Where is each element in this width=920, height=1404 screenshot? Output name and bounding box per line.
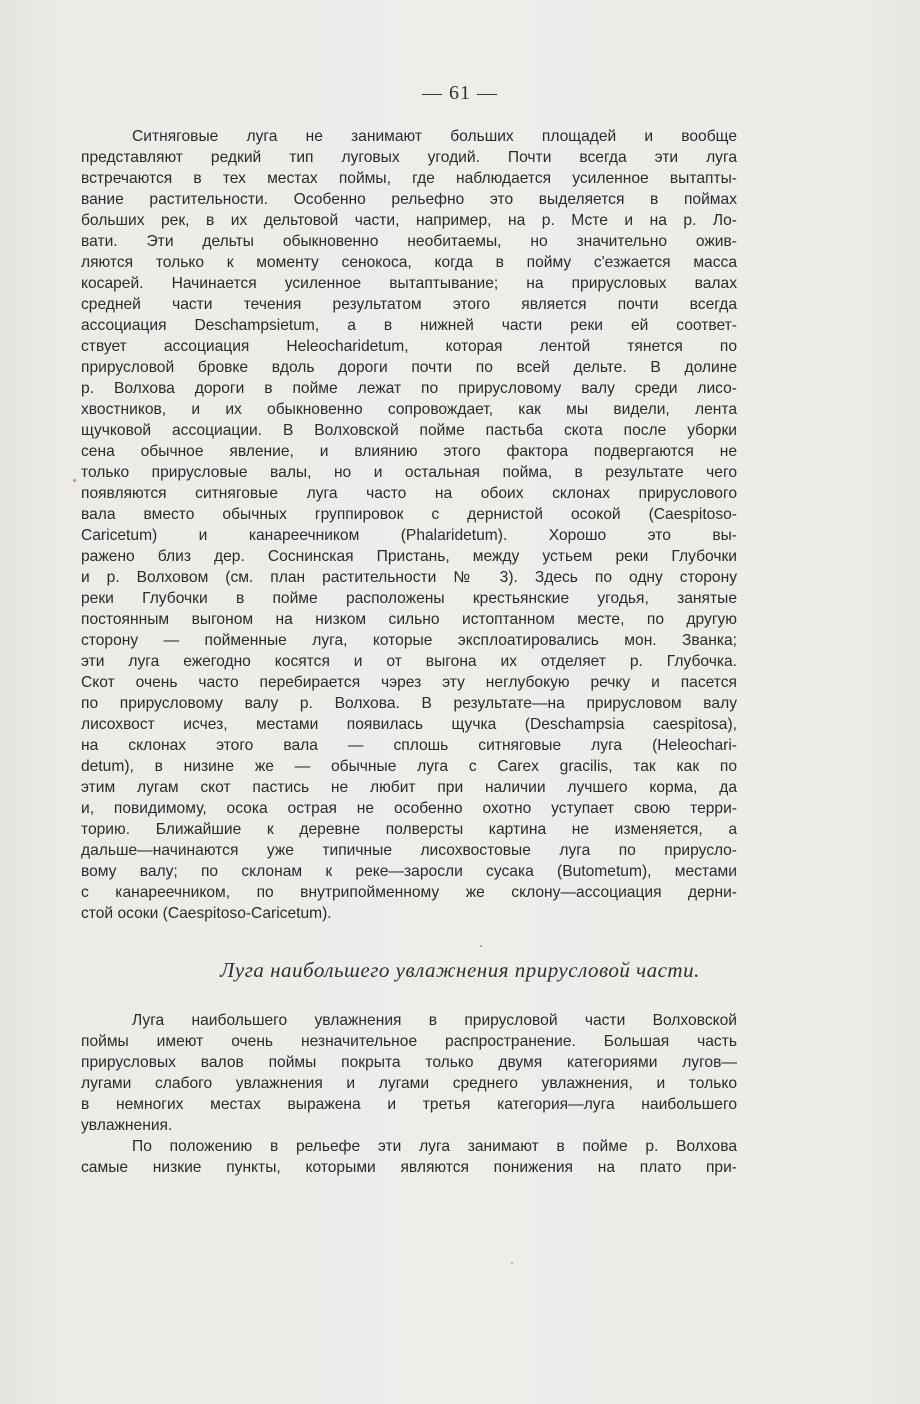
text-line: торию. Ближайшие к деревне полверсты картина не изменяется, а (81, 821, 737, 838)
text-line: ляются только к моменту сенокоса, когда в пойму с'езжается масса (81, 254, 737, 271)
text-line: больших рек, в их дельтовой части, например, на р. Мсте и на р. Ло- (81, 212, 737, 229)
text-line: прирусловых валов поймы покрыта только двумя категориями лугов— (81, 1054, 737, 1071)
text-line: эти луга ежегодно косятся и от выгона их отделяет р. Глубочка. (81, 653, 737, 670)
text-line: лугами слабого увлажнения и лугами среднего увлажнения, и только (81, 1075, 737, 1092)
text-line: этим лугам скот пастись не любит при наличии лучшего корма, да (81, 779, 737, 796)
paper-speck (480, 945, 482, 947)
text-line: Caricetum) и канареечником (Phalaridetum). Хорошо это вы- (81, 527, 737, 544)
text-line: реки Глубочки в пойме расположены крестьянские угодья, занятые (81, 590, 737, 607)
text-line: в немногих местах выражена и третья категория—луга наибольшего (81, 1096, 737, 1113)
text-line: и р. Волховом (см. план растительности № 3). Здесь по одну сторону (81, 569, 737, 586)
text-line: представляют редкий тип луговых угодий. Почти всегда эти луга (81, 149, 737, 166)
text-line: вому валу; по склонам к реке—заросли сусака (Butometum), местами (81, 863, 737, 880)
text-line: самые низкие пункты, которыми являются понижения на плато при- (81, 1159, 737, 1176)
page-number: — 61 — (422, 82, 498, 104)
text-line: косарей. Начинается усиленное вытаптывание; на прирусловых валах (81, 275, 737, 292)
text-line: прирусловой бровке вдоль дороги почти по всей дельте. В долине (81, 359, 737, 376)
text-line: хвостников, и их обыкновенно сопровождает, как мы видели, лента (81, 401, 737, 418)
section-heading: Луга наибольшего увлажнения прирусловой части. (220, 958, 700, 982)
text-line: средней части течения результатом этого является почти всегда (81, 296, 737, 313)
text-line: По положению в рельефе эти луга занимают в пойме р. Волхова (132, 1138, 737, 1155)
paragraph-3 (81, 1136, 737, 1178)
text-line: ассоциация Deschampsietum, а в нижней части реки ей соответ- (81, 317, 737, 334)
text-line: р. Волхова дороги в пойме лежат по прирусловому валу среди лисо- (81, 380, 737, 397)
text-line: лисохвост исчез, местами появилась щучка (Deschampsia caespitosa), (81, 716, 737, 733)
text-line: встречаются в тех местах поймы, где наблюдается усиленное вытапты- (81, 170, 737, 187)
paragraph-1 (81, 126, 737, 924)
text-line: сторону — пойменные луга, которые эксплоатировались мон. Званка; (81, 632, 737, 649)
text-line: Ситняговые луга не занимают больших площадей и вообще (132, 128, 737, 145)
text-line: Луга наибольшего увлажнения в прирусловой части Волховской (132, 1012, 737, 1029)
text-line: на склонах этого вала — сплошь ситняговые луга (Heleochari- (81, 737, 737, 754)
text-line: ствует ассоциация Heleocharidetum, которая лентой тянется по (81, 338, 737, 355)
paper-speck (511, 1262, 513, 1264)
text-line: появляются ситняговые луга часто на обоих склонах прируслового (81, 485, 737, 502)
text-line: вати. Эти дельты обыкновенно необитаемы, но значительно ожив- (81, 233, 737, 250)
text-line: вание растительности. Особенно рельефно это выделяется в поймах (81, 191, 737, 208)
text-line: постоянным выгоном на низком сильно истоптанном месте, по другую (81, 611, 737, 628)
text-line: только прирусловые валы, но и остальная пойма, в результате чего (81, 464, 737, 481)
text-line: сена обычное явление, и влиянию этого фактора подвергаются не (81, 443, 737, 460)
text-line: поймы имеют очень незначительное распространение. Большая часть (81, 1033, 737, 1050)
text-line: по прирусловому валу р. Волхова. В результате—на прирусловом валу (81, 695, 737, 712)
text-line: вала вместо обычных группировок с дернистой осокой (Caespitoso- (81, 506, 737, 523)
paper-speck (73, 479, 76, 482)
text-line: с канареечником, по внутрипойменному же склону—ассоциация дерни- (81, 884, 737, 901)
text-line: Скот очень часто перебирается чэрез эту неглубокую речку и пасется (81, 674, 737, 691)
text-line: увлажнения. (81, 1117, 173, 1134)
text-line: ражено близ дер. Соснинская Пристань, между устьем реки Глубочки (81, 548, 737, 565)
text-line: стой осоки (Caespitoso-Caricetum). (81, 905, 332, 922)
text-line: щучковой ассоциации. В Волховской пойме пастьба скота после уборки (81, 422, 737, 439)
paragraph-2 (81, 1010, 737, 1136)
text-line: и, повидимому, осока острая не особенно охотно уступает свою терри- (81, 800, 737, 817)
text-line: дальше—начинаются уже типичные лисохвостовые луга по прируслo- (81, 842, 737, 859)
text-line: detum), в низине же — обычные луга с Carex gracilis, так как по (81, 758, 737, 775)
